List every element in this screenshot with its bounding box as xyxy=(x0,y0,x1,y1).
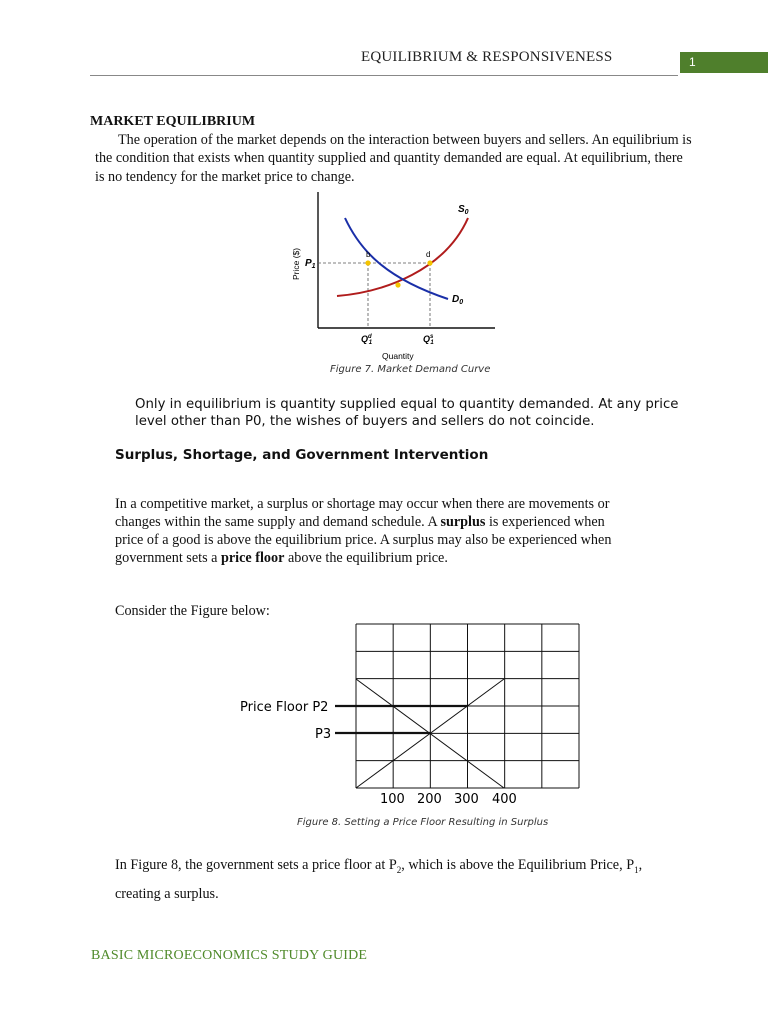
demand-label: $D_0$ xyxy=(452,294,464,306)
supply-curve xyxy=(337,218,468,296)
point-d-label: d xyxy=(426,250,431,259)
intro-paragraph xyxy=(95,131,695,186)
page-number-badge: 1 xyxy=(680,52,768,73)
point-b-marker xyxy=(365,260,370,265)
equilibrium-note: Only in equilibrium is quantity supplied equal to quantity demanded. At any price level other than P0, the wishes of buyers and sellers do not coincide. xyxy=(135,397,679,429)
price-floor-label: Price Floor P2 xyxy=(240,700,329,715)
y-axis-label: Price ($) xyxy=(291,247,301,280)
surplus-term: surplus xyxy=(440,514,486,530)
x-tick-100: 100 xyxy=(380,792,405,807)
x-tick-400: 400 xyxy=(492,792,517,807)
section-heading: MARKET EQUILIBRIUM xyxy=(90,114,256,129)
point-d-marker xyxy=(427,260,432,265)
point-b-label: b xyxy=(366,250,371,259)
intro-text: The operation of the market depends on the interaction between buyers and sellers. An equilibrium is the condition that exists when quantity supplied and quantity demanded are equal. At equilibrium, there is no tendency for the market price to change. xyxy=(95,132,692,185)
closing-paragraph: In Figure 8, the government sets a price floor at $P_2$, which is above the Equilibrium Price, $P_1$, creating a surplus. xyxy=(115,857,643,902)
qd-label: $Q^d$ 1 xyxy=(361,334,373,346)
equilibrium-point xyxy=(395,282,400,287)
market-demand-figure xyxy=(285,190,505,365)
price-p1-label: $P_1$ xyxy=(305,258,316,270)
header-rule xyxy=(90,75,678,76)
supply-label: $S_0$ xyxy=(458,204,469,216)
price-floor-figure xyxy=(230,620,590,812)
qs-label: $Q^s$ 1 xyxy=(423,334,434,346)
x-axis-label: Quantity xyxy=(382,351,414,361)
surplus-paragraph: In a competitive market, a surplus or shortage may occur when there are movements or changes within the same supply and demand schedule. A surplus is experienced when price of a good is above the equilibrium price. A surplus may also be experienced when government sets a price floor above the equilibrium price. xyxy=(115,496,612,566)
subsection-heading: Surplus, Shortage, and Government Intervention xyxy=(115,447,489,463)
price-floor-term: price floor xyxy=(220,550,285,566)
footer-title: BASIC MICROECONOMICS STUDY GUIDE xyxy=(91,948,368,963)
figure8-caption: Figure 8. Setting a Price Floor Resulting in Surplus xyxy=(297,817,549,828)
x-tick-200: 200 xyxy=(417,792,442,807)
running-header-title: EQUILIBRIUM & RESPONSIVENESS xyxy=(361,49,613,65)
figure7-caption: Figure 7. Market Demand Curve xyxy=(330,364,491,375)
consider-figure-text: Consider the Figure below: xyxy=(115,603,270,619)
x-tick-300: 300 xyxy=(454,792,479,807)
p3-label: P3 xyxy=(315,727,332,742)
